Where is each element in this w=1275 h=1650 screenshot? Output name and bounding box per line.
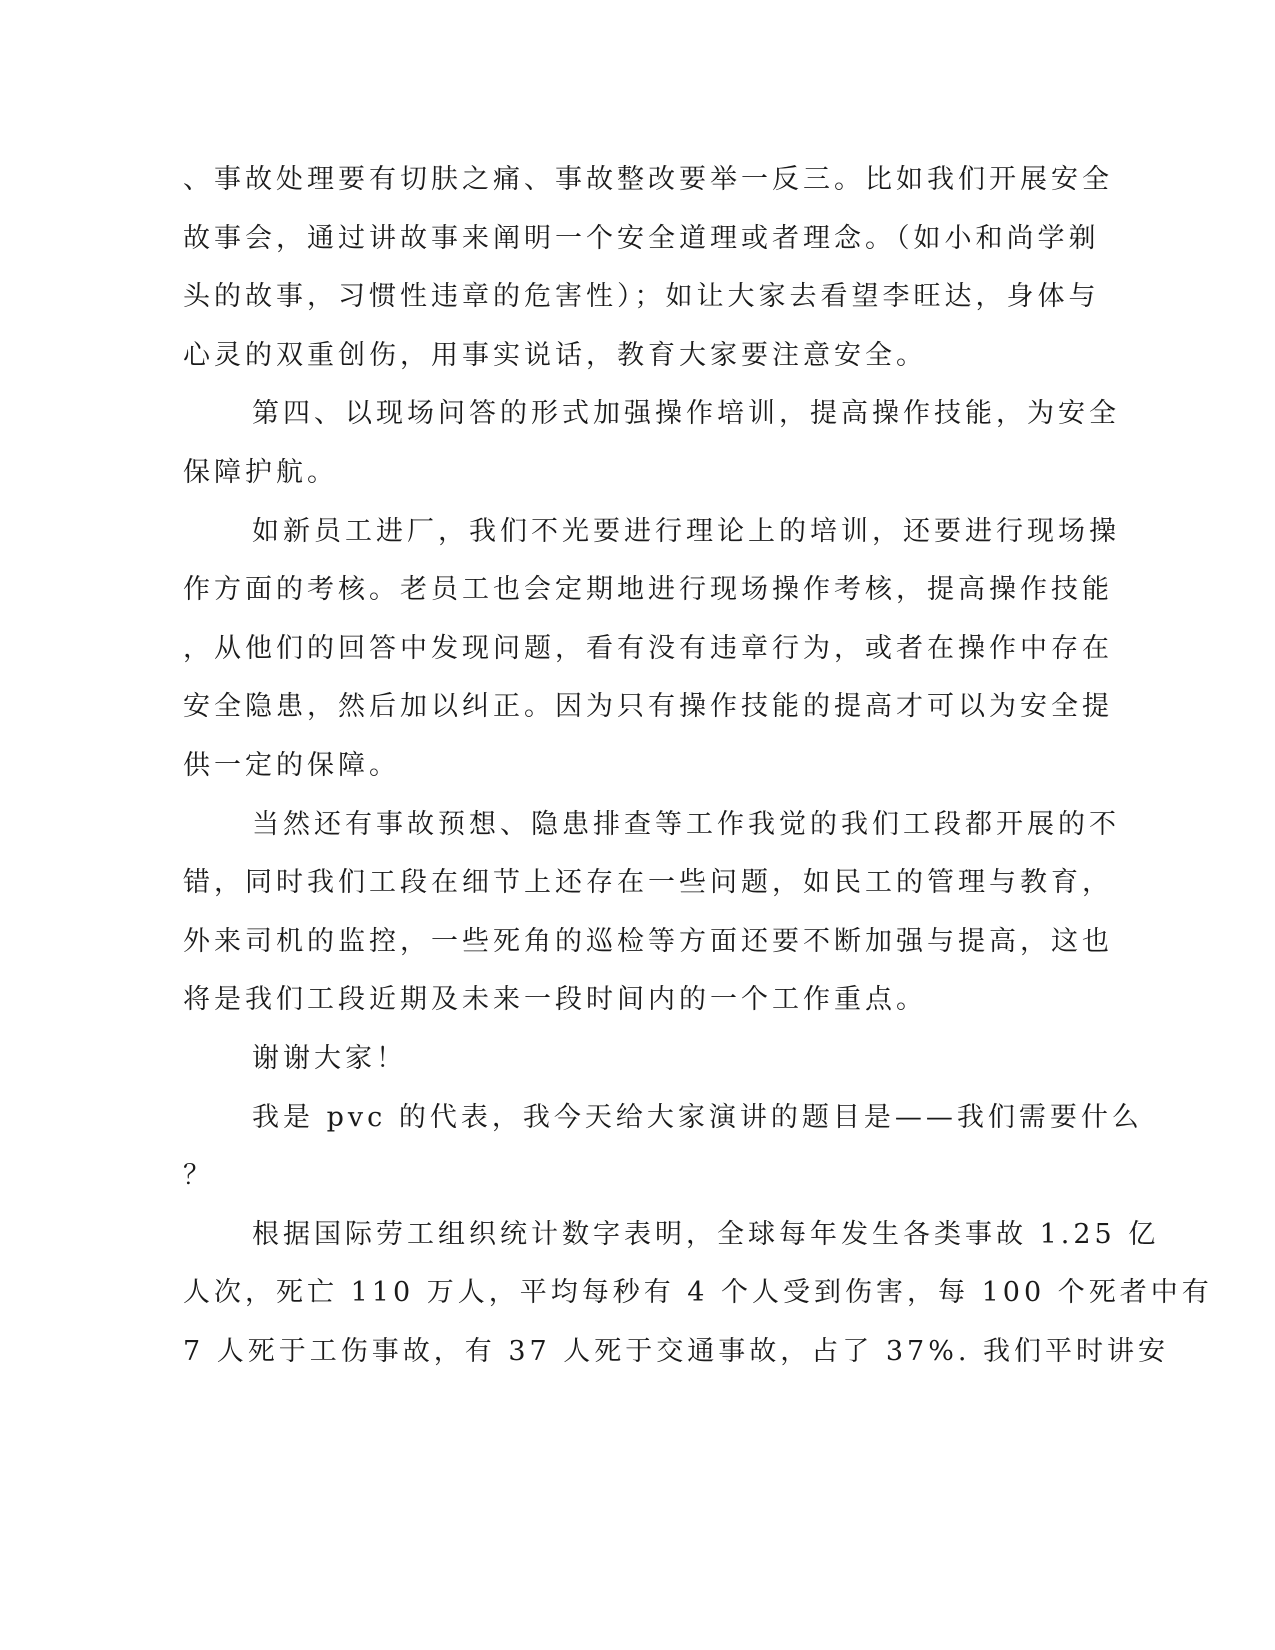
text-line: 作方面的考核。老员工也会定期地进行现场操作考核，提高操作技能 <box>183 574 1113 605</box>
text-line: 故事会，通过讲故事来阐明一个安全道理或者理念。（如小和尚学剃 <box>183 223 1100 254</box>
text-line: 将是我们工段近期及未来一段时间内的一个工作重点。 <box>183 984 927 1015</box>
text-line: 人次，死亡 110 万人，平均每秒有 4 个人受到伤害，每 100 个死者中有 <box>183 1277 1213 1308</box>
text-line: 心灵的双重创伤，用事实说话，教育大家要注意安全。 <box>183 340 927 371</box>
paragraph-first-line: 当然还有事故预想、隐患排查等工作我觉的我们工段都开展的不 <box>252 809 1120 840</box>
text-line: 外来司机的监控，一些死角的巡检等方面还要不断加强与提高，这也 <box>183 926 1113 957</box>
paragraph-first-line: 我是 pvc 的代表，我今天给大家演讲的题目是——我们需要什么 <box>252 1102 1143 1133</box>
text-line: 供一定的保障。 <box>183 750 400 781</box>
text-line: ？ <box>183 1160 214 1191</box>
text-line: 错，同时我们工段在细节上还存在一些问题，如民工的管理与教育， <box>183 867 1113 898</box>
text-line: 7 人死于工伤事故，有 37 人死于交通事故，占了 37%. 我们平时讲安 <box>183 1336 1170 1367</box>
text-line: 保障护航。 <box>183 457 338 488</box>
text-line: 、事故处理要有切肤之痛、事故整改要举一反三。比如我们开展安全 <box>183 164 1113 195</box>
paragraph-first-line: 如新员工进厂，我们不光要进行理论上的培训，还要进行现场操 <box>252 516 1120 547</box>
text-line: 头的故事，习惯性违章的危害性）；如让大家去看望李旺达，身体与 <box>183 281 1100 312</box>
paragraph-first-line: 谢谢大家！ <box>252 1043 407 1074</box>
text-line: ，从他们的回答中发现问题，看有没有违章行为，或者在操作中存在 <box>183 633 1113 664</box>
text-line: 安全隐患，然后加以纠正。因为只有操作技能的提高才可以为安全提 <box>183 691 1113 722</box>
paragraph-first-line: 第四、以现场问答的形式加强操作培训，提高操作技能，为安全 <box>252 398 1120 429</box>
paragraph-first-line: 根据国际劳工组织统计数字表明，全球每年发生各类事故 1.25 亿 <box>252 1219 1160 1250</box>
